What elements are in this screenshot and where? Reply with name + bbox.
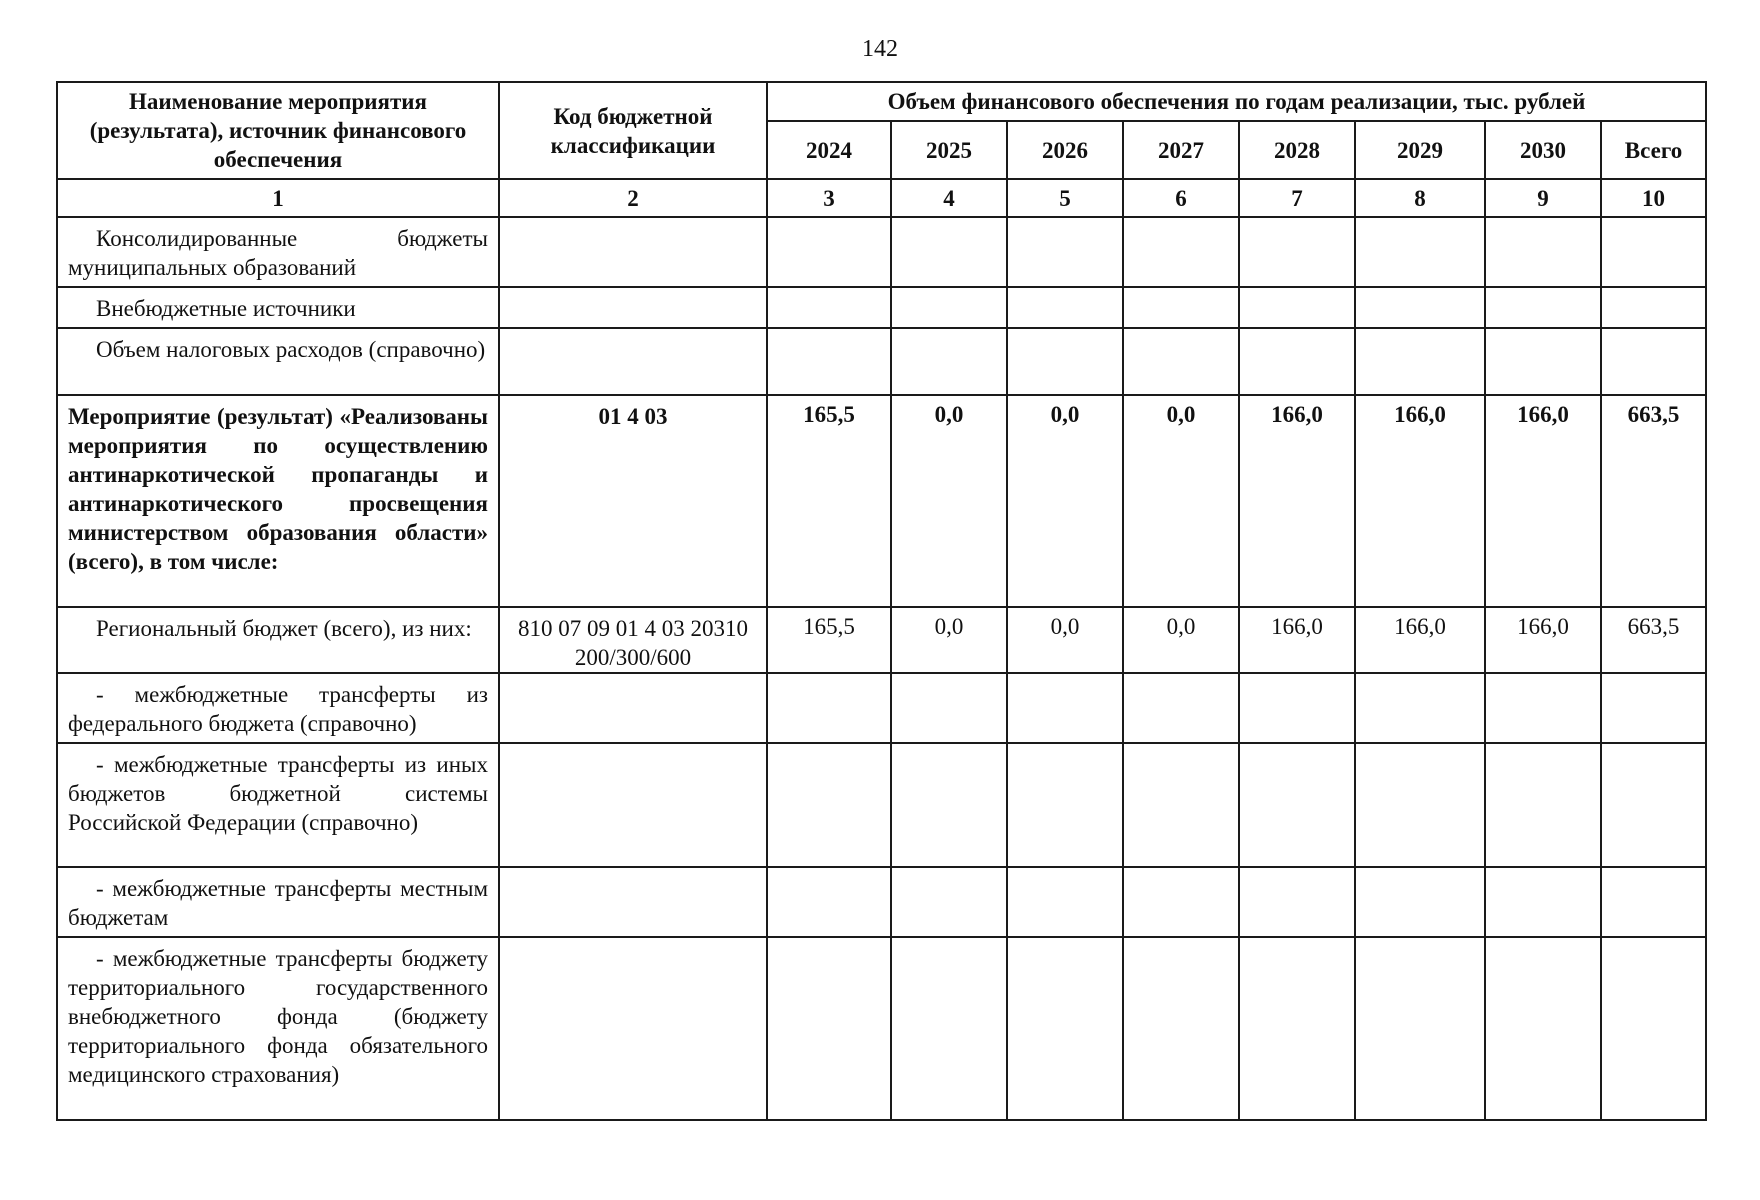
- row-value: [1601, 328, 1706, 395]
- column-number: 10: [1601, 179, 1706, 217]
- row-value: [1123, 867, 1239, 937]
- header-year: 2028: [1239, 121, 1355, 179]
- row-name: - межбюджетные трансферты из иных бюджетов бюджетной системы Российской Федерации (справочно): [57, 743, 499, 867]
- row-value: [1355, 328, 1485, 395]
- column-number: 1: [57, 179, 499, 217]
- row-code: [499, 867, 767, 937]
- row-value: 0,0: [1007, 395, 1123, 607]
- row-value: [1239, 287, 1355, 328]
- row-value: [1123, 937, 1239, 1120]
- header-volume-column: Объем финансового обеспечения по годам реализации, тыс. рублей: [767, 82, 1706, 121]
- row-value: [1601, 287, 1706, 328]
- row-code: [499, 743, 767, 867]
- row-value: [1007, 287, 1123, 328]
- row-value: [1355, 743, 1485, 867]
- column-number: 3: [767, 179, 891, 217]
- column-number: 2: [499, 179, 767, 217]
- row-code: 01 4 03: [499, 395, 767, 607]
- row-value: [1007, 673, 1123, 743]
- row-value: [1355, 937, 1485, 1120]
- header-name-column: Наименование мероприятия (результата), источник финансового обеспечения: [57, 82, 499, 179]
- row-value: [1601, 673, 1706, 743]
- row-value: [1485, 673, 1601, 743]
- row-value: 165,5: [767, 607, 891, 673]
- row-value: [767, 287, 891, 328]
- row-value: [1239, 673, 1355, 743]
- row-value: [1007, 937, 1123, 1120]
- row-value: [1355, 673, 1485, 743]
- row-value: [891, 673, 1007, 743]
- table-row: [57, 328, 1706, 395]
- row-value: [767, 867, 891, 937]
- row-value: 663,5: [1601, 607, 1706, 673]
- row-value: [767, 937, 891, 1120]
- header-total: Всего: [1601, 121, 1706, 179]
- column-number: 8: [1355, 179, 1485, 217]
- row-value: [1007, 867, 1123, 937]
- row-name: Объем налоговых расходов (справочно): [57, 328, 499, 395]
- header-year: 2026: [1007, 121, 1123, 179]
- column-number: 4: [891, 179, 1007, 217]
- column-number: 9: [1485, 179, 1601, 217]
- row-value: [1123, 217, 1239, 287]
- row-value: [1355, 287, 1485, 328]
- table-row: [57, 743, 1706, 867]
- row-value: [891, 217, 1007, 287]
- financing-table: [56, 81, 1707, 1121]
- table-row: [57, 217, 1706, 287]
- row-code: [499, 217, 767, 287]
- row-value: [891, 867, 1007, 937]
- row-value: [767, 673, 891, 743]
- row-value: [1485, 328, 1601, 395]
- row-code: [499, 287, 767, 328]
- row-name: - межбюджетные трансферты местным бюджетам: [57, 867, 499, 937]
- row-value: [1239, 217, 1355, 287]
- header-year: 2030: [1485, 121, 1601, 179]
- row-value: [1601, 867, 1706, 937]
- table-row: [57, 607, 1706, 673]
- row-value: 166,0: [1355, 395, 1485, 607]
- table-row: [57, 673, 1706, 743]
- row-value: 663,5: [1601, 395, 1706, 607]
- row-value: 166,0: [1239, 607, 1355, 673]
- row-value: [1355, 867, 1485, 937]
- row-value: [1239, 328, 1355, 395]
- row-code: 810 07 09 01 4 03 20310 200/300/600: [499, 607, 767, 673]
- row-value: [1485, 867, 1601, 937]
- table-row: [57, 937, 1706, 1120]
- row-name: Региональный бюджет (всего), из них:: [57, 607, 499, 673]
- row-value: [767, 217, 891, 287]
- row-value: [891, 287, 1007, 328]
- header-year: 2027: [1123, 121, 1239, 179]
- column-number: 7: [1239, 179, 1355, 217]
- row-value: [767, 328, 891, 395]
- row-value: [891, 743, 1007, 867]
- table-row: [57, 867, 1706, 937]
- column-number: 6: [1123, 179, 1239, 217]
- row-value: 0,0: [891, 607, 1007, 673]
- header-code-column: Код бюджетной классификации: [499, 82, 767, 179]
- row-value: 166,0: [1239, 395, 1355, 607]
- column-number: 5: [1007, 179, 1123, 217]
- row-value: 0,0: [1123, 607, 1239, 673]
- row-value: [1601, 937, 1706, 1120]
- page-number: 142: [862, 36, 898, 62]
- row-code: [499, 328, 767, 395]
- row-value: [1123, 287, 1239, 328]
- row-value: [1355, 217, 1485, 287]
- row-value: [1239, 743, 1355, 867]
- row-value: [1007, 328, 1123, 395]
- row-name: - межбюджетные трансферты из федерального бюджета (справочно): [57, 673, 499, 743]
- row-value: 165,5: [767, 395, 891, 607]
- row-code: [499, 673, 767, 743]
- row-value: [1485, 937, 1601, 1120]
- row-name: Внебюджетные источники: [57, 287, 499, 328]
- row-code: [499, 937, 767, 1120]
- row-value: [1007, 743, 1123, 867]
- row-value: 0,0: [1123, 395, 1239, 607]
- row-value: [1239, 867, 1355, 937]
- header-year: 2029: [1355, 121, 1485, 179]
- table-row: [57, 395, 1706, 607]
- row-value: [891, 328, 1007, 395]
- row-value: 166,0: [1355, 607, 1485, 673]
- row-value: [1123, 673, 1239, 743]
- row-value: 0,0: [1007, 607, 1123, 673]
- row-value: [1601, 217, 1706, 287]
- row-value: 166,0: [1485, 607, 1601, 673]
- row-value: [1123, 743, 1239, 867]
- row-value: [1123, 328, 1239, 395]
- row-value: [891, 937, 1007, 1120]
- row-name: - межбюджетные трансферты бюджету территориального государственного внебюджетного фонда (бюджету территориального фонда обязательного медицинского страхования): [57, 937, 499, 1120]
- row-value: 0,0: [891, 395, 1007, 607]
- row-name: Консолидированные бюджеты муниципальных образований: [57, 217, 499, 287]
- header-year: 2025: [891, 121, 1007, 179]
- table-row: [57, 287, 1706, 328]
- row-value: [1239, 937, 1355, 1120]
- row-name: Мероприятие (результат) «Реализованы мероприятия по осуществлению антинаркотической пропаганды и антинаркотического просвещения министерством образования области» (всего), в том числе:: [57, 395, 499, 607]
- row-value: [1601, 743, 1706, 867]
- row-value: [1485, 743, 1601, 867]
- row-value: [1485, 287, 1601, 328]
- header-year: 2024: [767, 121, 891, 179]
- row-value: [1007, 217, 1123, 287]
- row-value: 166,0: [1485, 395, 1601, 607]
- row-value: [1485, 217, 1601, 287]
- row-value: [767, 743, 891, 867]
